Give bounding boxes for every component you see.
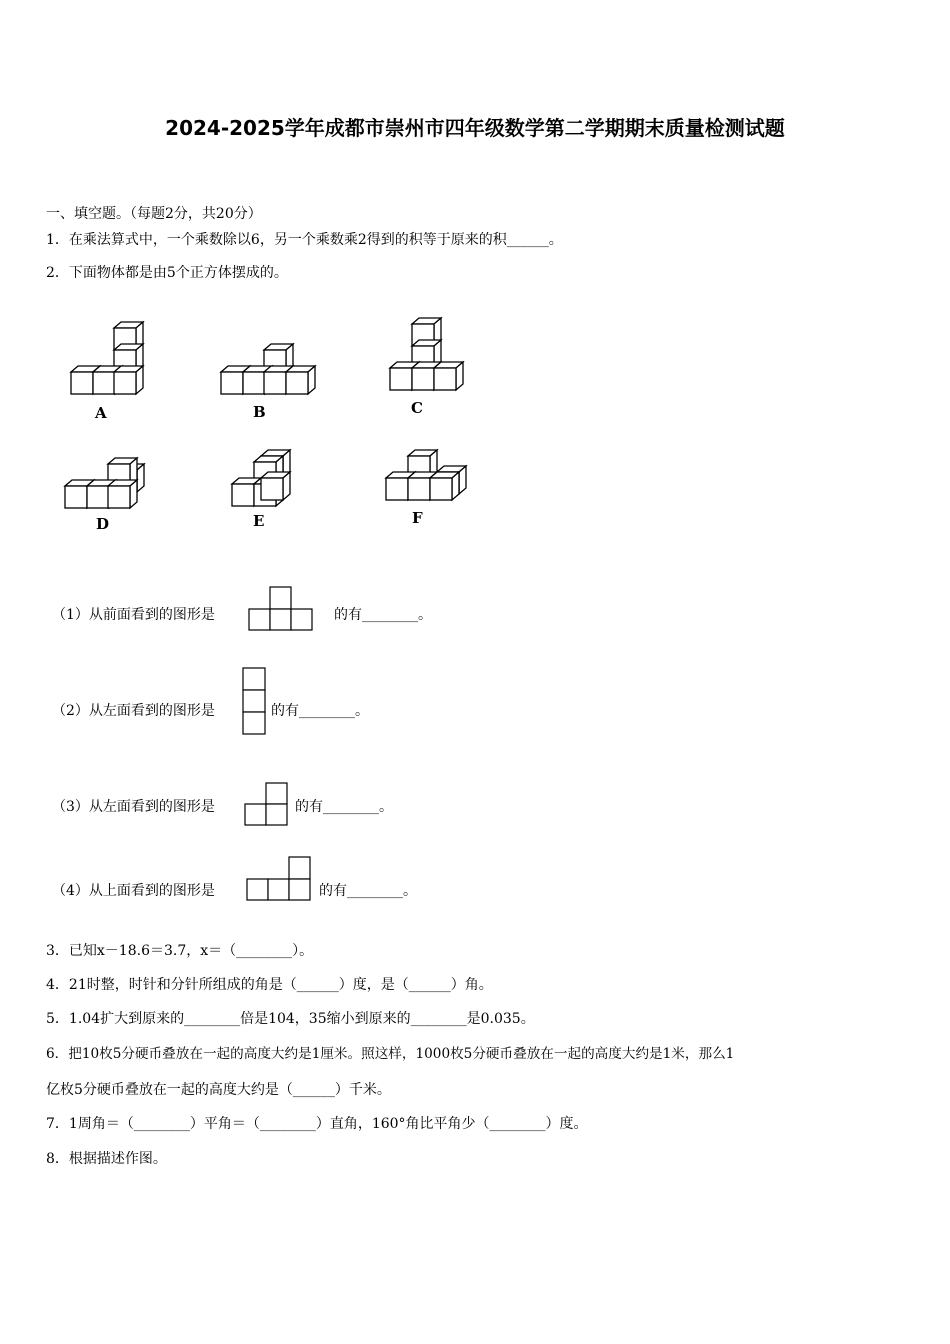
question-6-line-2: 亿枚5分硬币叠放在一起的高度大约是（______）千米。 <box>46 1082 391 1098</box>
question-2-part-3-suffix: 的有________。 <box>295 799 393 815</box>
question-2: 2．下面物体都是由5个正方体摆成的。 <box>46 265 288 281</box>
question-5: 5．1.04扩大到原来的________倍是104，35缩小到原来的________是0.035。 <box>46 1011 535 1027</box>
question-7: 7．1周角＝（________）平角＝（________）直角，160°角比平角少（________）度。 <box>46 1116 588 1132</box>
question-2-part-2-prefix: （2）从左面看到的图形是 <box>52 703 215 719</box>
question-8: 8．根据描述作图。 <box>46 1151 167 1167</box>
figure-d <box>65 458 144 508</box>
question-2-part-3-prefix: （3）从左面看到的图形是 <box>52 799 215 815</box>
figure-label-a: A <box>95 404 107 422</box>
figure-label-c: C <box>411 399 423 417</box>
front-view-shape-1 <box>247 586 315 632</box>
section-heading: 一、填空题。（每题2分，共20分） <box>46 206 262 222</box>
left-view-shape-3 <box>243 781 291 829</box>
cube-figures <box>0 0 950 560</box>
figure-a <box>71 322 143 394</box>
question-3: 3．已知x－18.6＝3.7，x＝（________）。 <box>46 943 314 959</box>
figure-b <box>221 344 315 394</box>
question-2-part-2-suffix: 的有________。 <box>271 703 369 719</box>
question-2-part-4-suffix: 的有________。 <box>319 883 417 899</box>
figure-label-f: F <box>412 509 423 527</box>
page-title: 2024-2025学年成都市崇州市四年级数学第二学期期末质量检测试题 <box>165 116 785 140</box>
figure-c <box>390 318 463 390</box>
figure-label-b: B <box>253 403 266 421</box>
figure-f <box>386 450 466 500</box>
top-view-shape-4 <box>245 855 315 903</box>
figure-e <box>232 450 290 506</box>
question-1: 1．在乘法算式中，一个乘数除以6，另一个乘数乘2得到的积等于原来的积______。 <box>46 232 563 248</box>
question-4: 4．21时整，时针和分针所组成的角是（______）度，是（______）角。 <box>46 977 493 993</box>
question-2-part-4-prefix: （4）从上面看到的图形是 <box>52 883 215 899</box>
figure-label-e: E <box>253 512 265 530</box>
question-2-part-1-suffix: 的有________。 <box>334 607 432 623</box>
figure-label-d: D <box>96 515 110 533</box>
question-6-line-1: 6．把10枚5分硬币叠放在一起的高度大约是1厘米。照这样，1000枚5分硬币叠放在一起的高度大约是1米，那么1 <box>46 1046 735 1062</box>
left-view-shape-2 <box>241 666 269 738</box>
question-2-part-1-prefix: （1）从前面看到的图形是 <box>52 607 215 623</box>
